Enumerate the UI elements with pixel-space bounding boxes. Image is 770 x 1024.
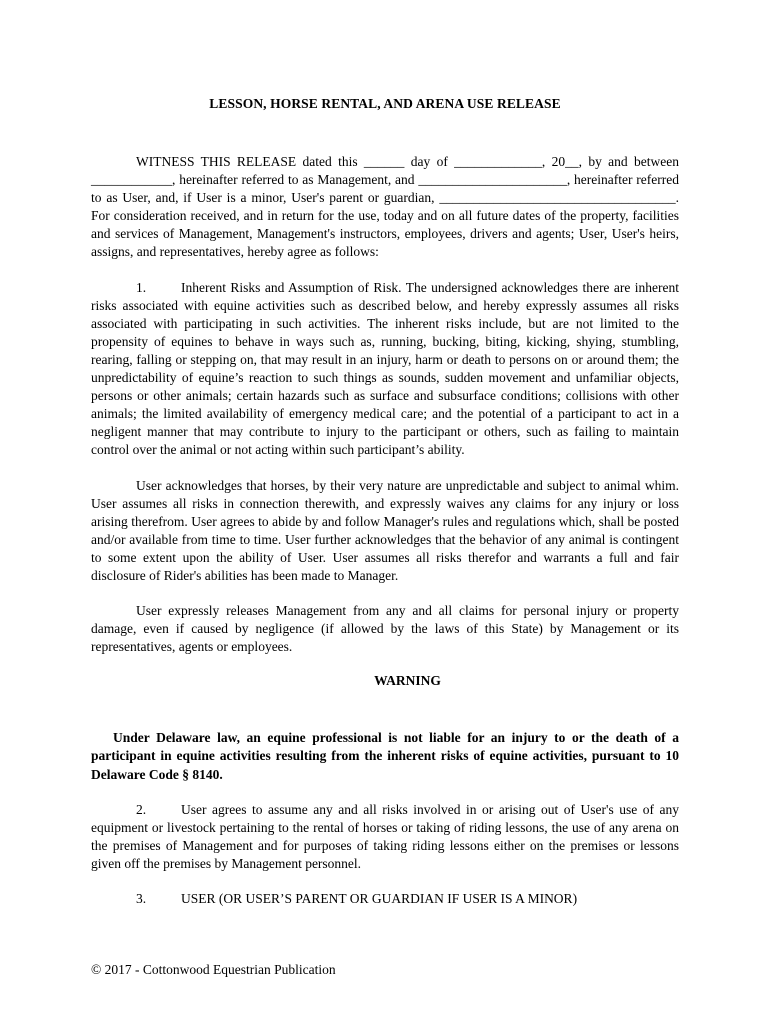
- page-footer: © 2017 - Cottonwood Equestrian Publication: [91, 962, 336, 977]
- warning-text: Under Delaware law, an equine professional is not liable for an injury to or the death of a participant in equine activities resulting from the inherent risks of equine activities, pursuant to 10 Delaware Code § 8140.: [91, 730, 679, 782]
- section-1-paragraph: [91, 279, 679, 460]
- acknowledges-paragraph: User acknowledges that horses, by their very nature are unpredictable and subject to animal whim. User assumes all risks in connection therewith, and expressly waives any claims for any injury or loss arising therefrom. User agrees to abide by and follow Manager's rules and regulations which, shall be posted and/or available from time to time. User further acknowledges that the behavior of any animal is contingent to some extent upon the ability of User. User assumes all risks therefor and warrants a full and fair disclosure of Rider's abilities has been made to Manager.: [91, 477, 679, 583]
- intro-paragraph: WITNESS THIS RELEASE dated this ______ day of _____________, 20__, by and between ____________, hereinafter referred to as Management, and ______________________, hereinafter referred to as User, and, if User is a minor, User's parent or guardian, ___________________________________. For consideration received, and in return for the use, today and on all future dates of the property, facilities and services of Management, Management's instructors, employees, drivers and agents; User, User's heirs, assigns, and representatives, hereby agree as follows:: [91, 154, 679, 260]
- section-2-number: 2.: [136, 801, 147, 817]
- section-3-number: 3.: [136, 891, 147, 906]
- releases-paragraph: User expressly releases Management from any and all claims for personal injury or property damage, even if caused by negligence (if allowed by the laws of this State) by Management or its representatives, agents or employees.: [91, 603, 679, 655]
- section-3-paragraph: [91, 890, 679, 908]
- section-3-text: USER (OR USER’S PARENT OR GUARDIAN IF USER IS A MINOR): [181, 891, 578, 906]
- section-1-text: Inherent Risks and Assumption of Risk. The undersigned acknowledges there are inherent risks associated with equine activities such as described below, and hereby expressly assumes all risks associated with participating in such activities. The inherent risks include, but are not limited to the propensity of equines to behave in ways such as, running, bucking, biting, kicking, shying, stumbling, rearing, falling or stepping on, that may result in an injury, harm or death to persons on or around them; the unpredictability of equine’s reaction to such things as sounds, sudden movement and unfamiliar objects, persons or other animals; certain hazards such as surface and subsurface conditions; collisions with other animals; the limited availability of emergency medical care; and the potential of a participant to act in a negligent manner that may contribute to injury to the participant or others, such as failing to maintain control over the animal or not acting within such participant’s ability.: [91, 279, 679, 458]
- section-1-number: 1.: [136, 279, 147, 295]
- warning-heading: WARNING: [374, 673, 441, 689]
- section-2-paragraph: [91, 801, 679, 873]
- document-title: LESSON, HORSE RENTAL, AND ARENA USE RELEASE: [209, 96, 561, 111]
- section-2-text: User agrees to assume any and all risks involved in or arising out of User's use of any equipment or livestock pertaining to the rental of horses or taking of riding lessons, the use of any arena on the premises of Management and for purposes of taking riding lessons either on the premises or lessons given off the premises by Management personnel.: [91, 801, 679, 871]
